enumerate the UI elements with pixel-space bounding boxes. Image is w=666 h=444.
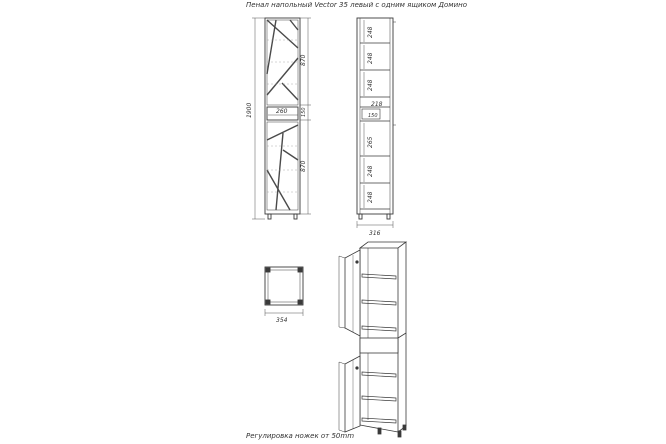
iso-hinge-lower <box>356 367 358 369</box>
drawer-height-label: 150 <box>301 107 307 117</box>
drawer-depth-label: 218 <box>371 101 383 108</box>
drawing-title: Пенал напольный Vector 35 левый с одним ящиком Домино <box>246 1 467 9</box>
top-view <box>265 267 303 316</box>
top-width-label: 354 <box>276 317 288 324</box>
feet-adjustment-note: Регулировка ножек от 50mm <box>246 432 355 440</box>
drawer-width-label: 260 <box>276 108 288 115</box>
top-inner <box>268 270 300 302</box>
shelf-gap-2: 248 <box>367 52 374 64</box>
iso-foot-3 <box>403 425 406 430</box>
iso-hinge-upper <box>356 261 358 263</box>
cabinet-front-outline <box>265 18 300 214</box>
section-shelves <box>360 43 390 209</box>
isometric-view <box>339 242 406 437</box>
shelf-gap-5: 248 <box>367 165 374 177</box>
front-foot-right <box>294 214 297 219</box>
top-outline <box>265 267 303 305</box>
upper-door-height-label: 870 <box>300 54 307 66</box>
overall-height-label: 1900 <box>246 102 253 118</box>
iso-top <box>360 242 406 248</box>
iso-foot-2 <box>398 431 401 437</box>
iso-foot-1 <box>378 428 381 434</box>
front-foot-left <box>268 214 271 219</box>
top-corner-br <box>298 300 302 304</box>
drawer-section-height-label: 150 <box>368 113 378 119</box>
top-corner-bl <box>266 300 270 304</box>
shelf-gap-4: 265 <box>367 136 374 148</box>
side-foot-left <box>359 214 362 219</box>
side-width-label: 316 <box>369 230 381 237</box>
shelf-gap-3: 248 <box>367 79 374 91</box>
shelf-gap-6: 248 <box>367 191 374 203</box>
top-corner-tr <box>298 268 302 272</box>
shelf-gap-1: 248 <box>367 26 374 38</box>
lower-door-height-label: 870 <box>300 160 307 172</box>
iso-drawer <box>360 338 398 353</box>
side-view <box>357 18 396 228</box>
top-corner-tl <box>266 268 270 272</box>
side-foot-right <box>387 214 390 219</box>
front-view <box>252 18 311 219</box>
